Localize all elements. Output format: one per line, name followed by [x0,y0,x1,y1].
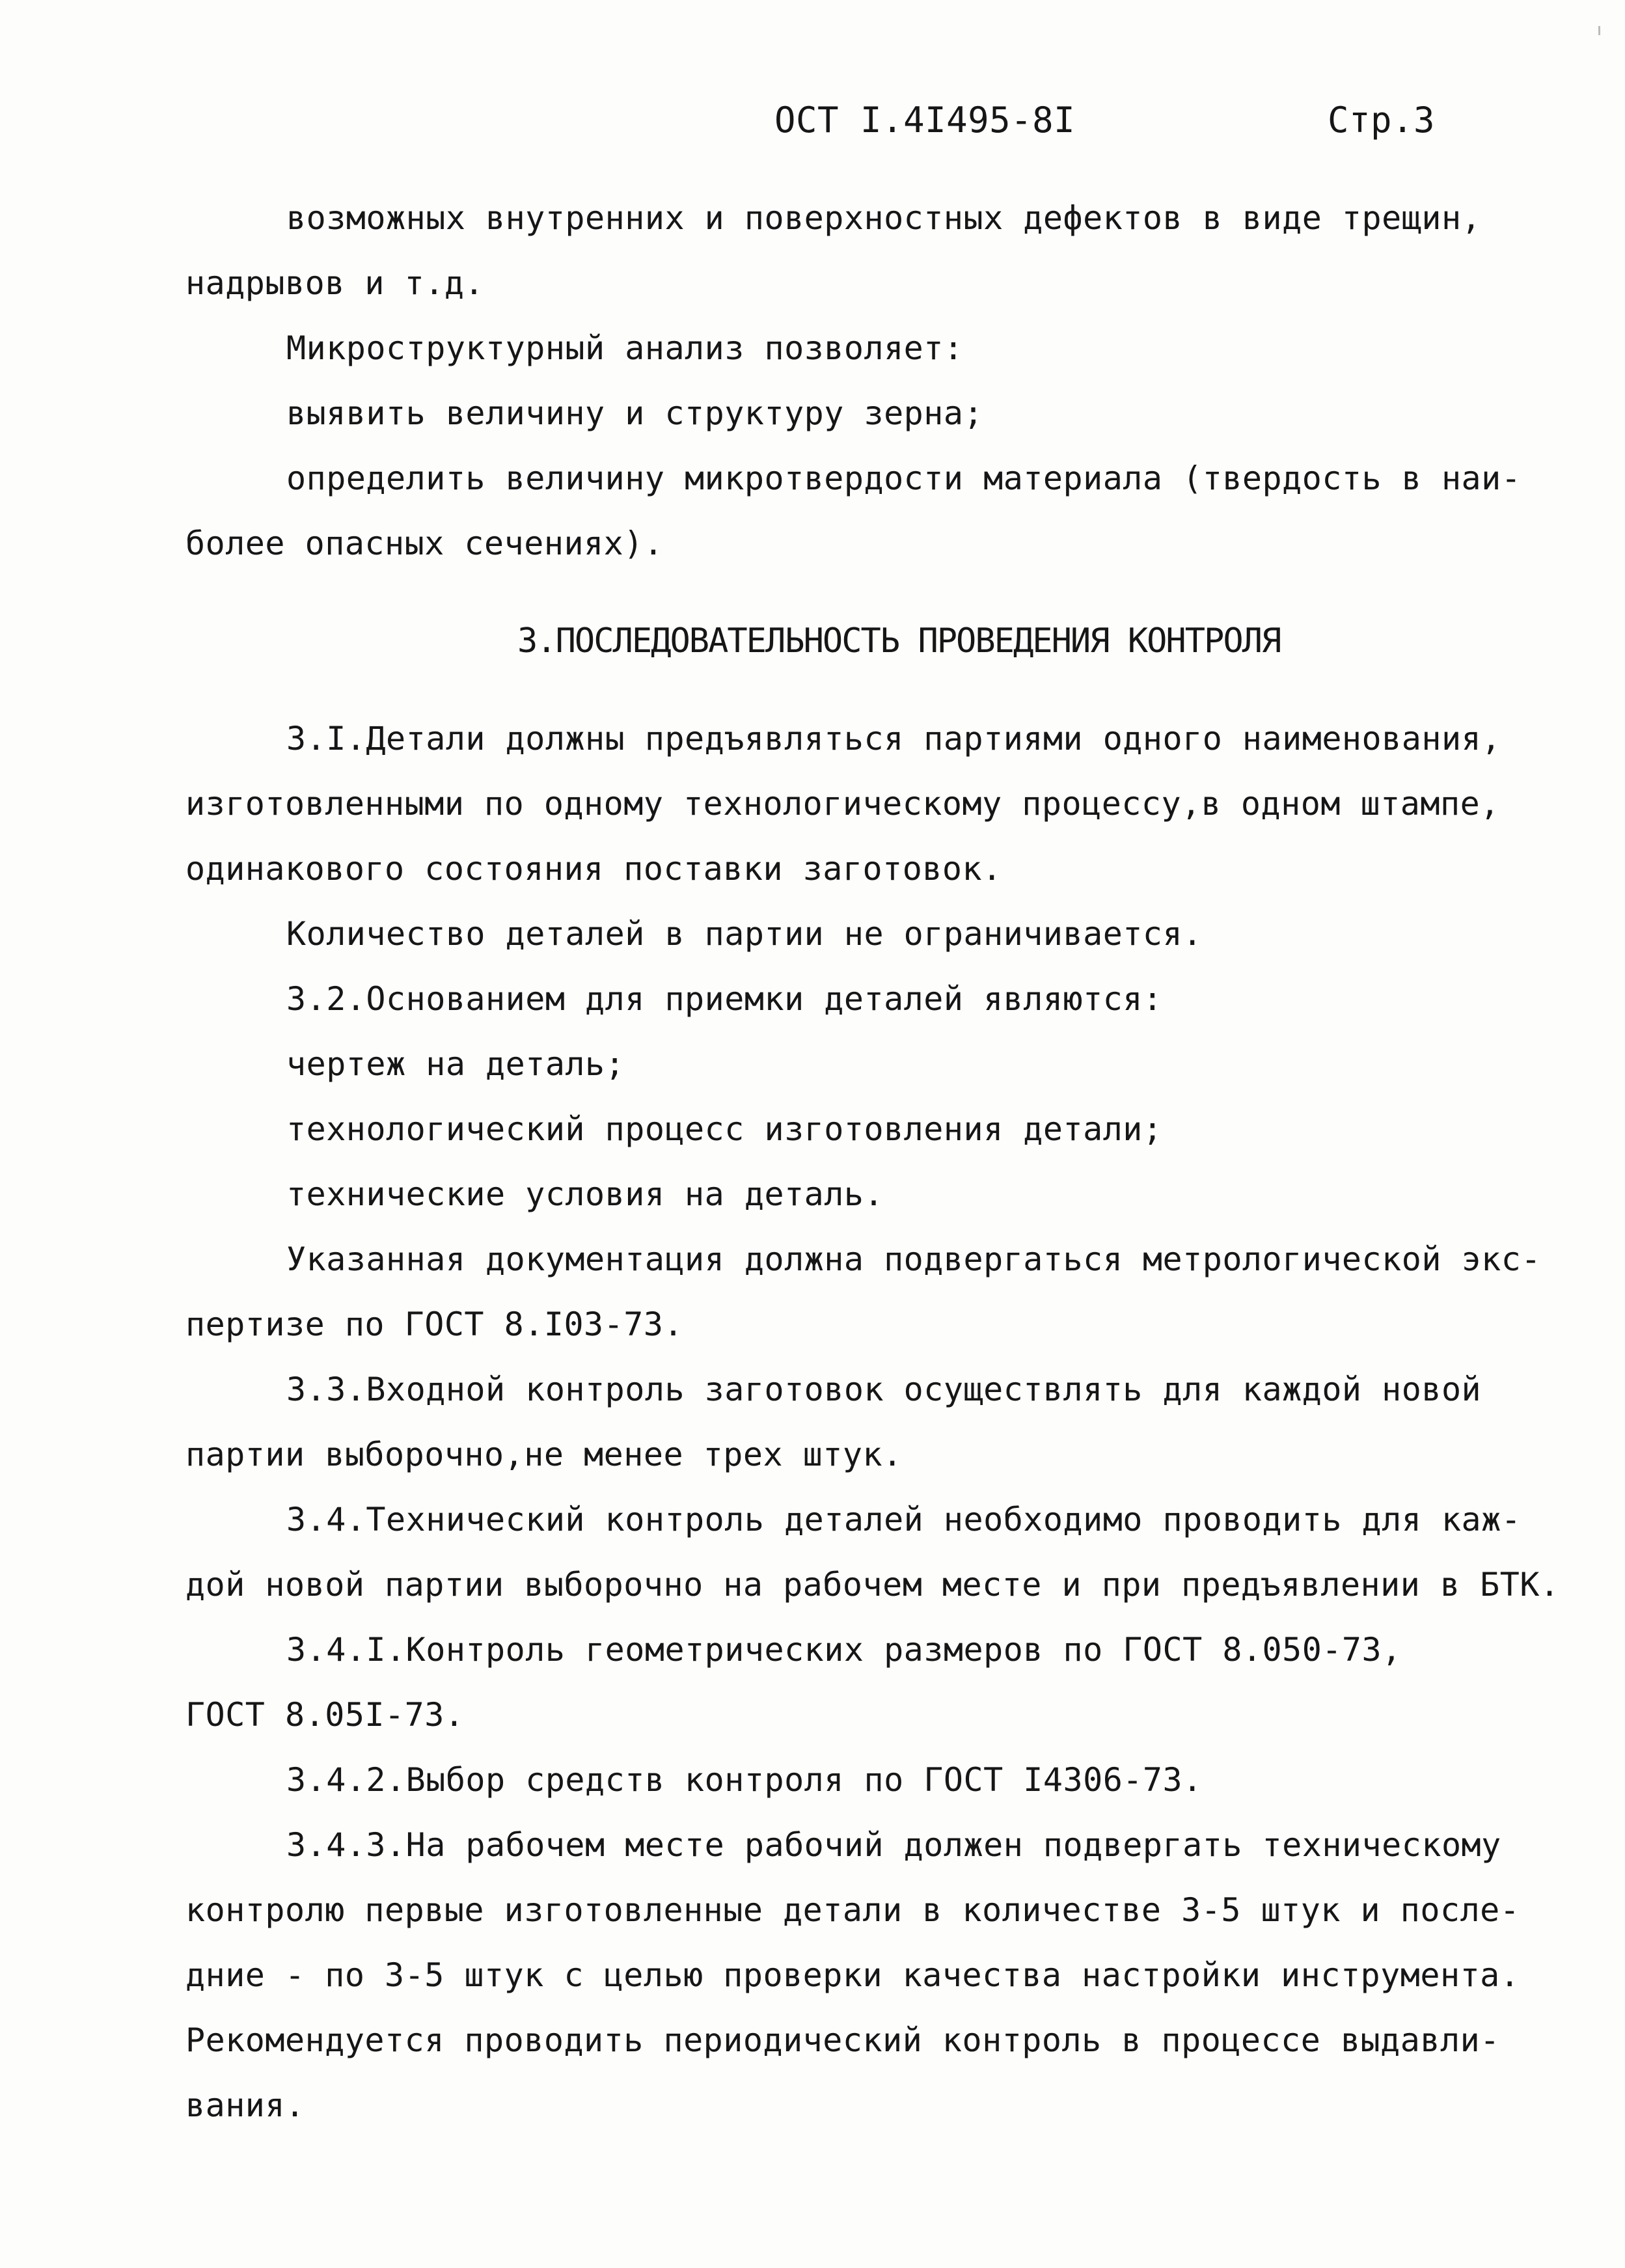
text-line: надрывов и т.д. [185,264,485,302]
text-line: ГОСТ 8.05I-73. [185,1696,465,1734]
text-line: 3.4.Технический контроль деталей необходимо проводить для каж- [286,1501,1522,1538]
text-line: вания. [185,2086,305,2124]
scan-mark [1598,26,1600,35]
text-line: изготовленными по одному технологическому процессу,в одном штампе, [185,785,1500,823]
text-line: 3.I.Детали должны предъявляться партиями одного наименования, [286,720,1501,758]
text-line: чертеж на деталь; [286,1045,625,1083]
text-line: партии выборочно,не менее трех штук. [185,1436,903,1473]
section-title: 3.ПОСЛЕДОВАТЕЛЬНОСТЬ ПРОВЕДЕНИЯ КОНТРОЛЯ [517,622,1281,661]
text-line: 3.2.Основанием для приемки деталей являются: [286,980,1163,1018]
text-line: определить величину микротвердости материала (твердость в наи- [286,459,1522,497]
text-line: 3.4.I.Контроль геометрических размеров по ГОСТ 8.050-73, [286,1631,1402,1669]
text-line: выявить величину и структуру зерна; [286,394,984,432]
text-line: Количество деталей в партии не ограничивается. [286,915,1203,953]
text-line: контролю первые изготовленные детали в количестве 3-5 штук и после- [185,1891,1520,1929]
text-line: 3.4.3.На рабочем месте рабочий должен подвергать техническому [286,1826,1501,1864]
text-line: дние - по 3-5 штук с целью проверки качества настройки инструмента. [185,1956,1520,1994]
text-line: одинакового состояния поставки заготовок. [185,850,1002,888]
text-line: Указанная документация должна подвергаться метрологической экс- [286,1240,1541,1278]
text-line: технологический процесс изготовления детали; [286,1110,1163,1148]
text-line: пертизе по ГОСТ 8.I03-73. [185,1305,684,1343]
doc-code: ОСТ I.4I495-8I [774,100,1076,141]
page-number: Стр.3 [1328,100,1436,141]
text-line: 3.3.Входной контроль заготовок осуществлять для каждой новой [286,1371,1482,1408]
text-line: более опасных сечениях). [185,525,664,562]
text-line: технические условия на деталь. [286,1175,884,1213]
text-line: дой новой партии выборочно на рабочем месте и при предъявлении в БТК. [185,1566,1560,1604]
text-line: Микроструктурный анализ позволяет: [286,329,964,367]
text-line: возможных внутренних и поверхностных дефектов в виде трещин, [286,199,1482,237]
text-line: Рекомендуется проводить периодический контроль в процессе выдавли- [185,2021,1500,2059]
text-line: 3.4.2.Выбор средств контроля по ГОСТ I4306-73. [286,1761,1203,1799]
